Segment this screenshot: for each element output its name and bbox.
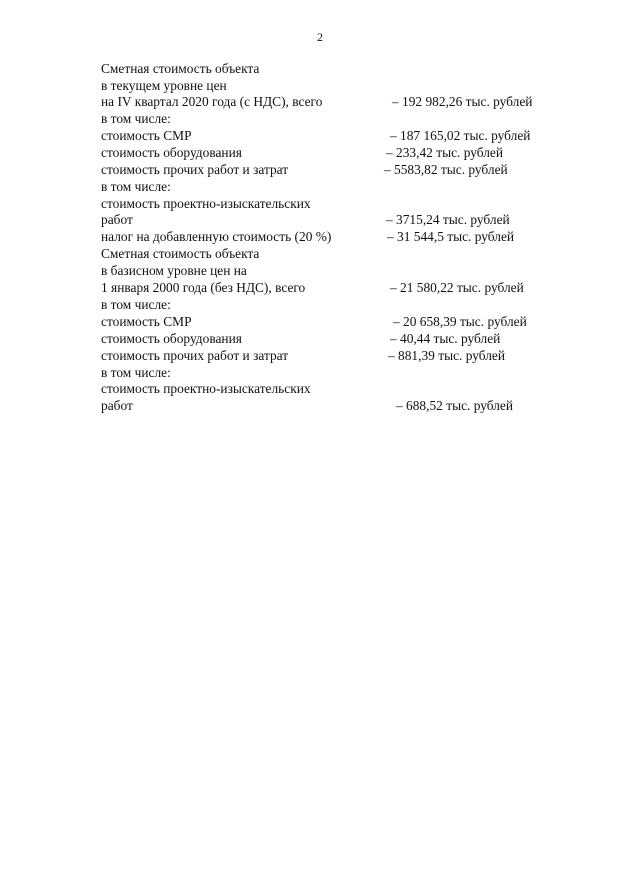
- line-label: стоимость проектно-изыскательских: [101, 196, 311, 211]
- cost-line: [101, 162, 508, 178]
- line-label: в базисном уровне цен на: [101, 263, 247, 278]
- line-label: Сметная стоимость объекта: [101, 61, 260, 76]
- text-line: [101, 365, 171, 381]
- line-label: работ: [101, 398, 133, 413]
- line-value: – 40,44 тыс. рублей: [390, 331, 501, 346]
- cost-line: [101, 280, 524, 296]
- cost-line: [101, 229, 515, 245]
- line-label: стоимость прочих работ и затрат: [101, 162, 289, 177]
- text-line: [101, 246, 259, 262]
- line-value: – 20 658,39 тыс. рублей: [393, 314, 527, 329]
- line-label: налог на добавленную стоимость (20 %): [101, 229, 332, 244]
- page-number: 2: [317, 30, 323, 44]
- line-value: – 688,52 тыс. рублей: [396, 398, 514, 413]
- line-value: – 5583,82 тыс. рублей: [384, 162, 508, 177]
- cost-line: [101, 212, 510, 228]
- line-value: – 3715,24 тыс. рублей: [386, 212, 510, 227]
- text-line: [101, 297, 171, 313]
- line-label: в том числе:: [101, 111, 171, 126]
- line-label: стоимость СМР: [101, 314, 192, 329]
- line-label: стоимость прочих работ и затрат: [101, 348, 289, 363]
- line-label: стоимость оборудования: [101, 331, 242, 346]
- cost-line: [101, 331, 501, 347]
- line-label: Сметная стоимость объекта: [101, 246, 260, 261]
- line-label: в текущем уровне цен: [101, 78, 227, 93]
- line-label: в том числе:: [101, 297, 171, 312]
- cost-line: [101, 128, 531, 144]
- text-line: [101, 179, 171, 195]
- text-line: [101, 196, 311, 212]
- text-line: [101, 381, 311, 397]
- line-label: в том числе:: [101, 179, 171, 194]
- text-line: [101, 111, 171, 127]
- line-label: стоимость СМР: [101, 128, 192, 143]
- line-label: стоимость оборудования: [101, 145, 242, 160]
- text-line: [101, 263, 247, 279]
- line-value: – 881,39 тыс. рублей: [388, 348, 506, 363]
- cost-line: [101, 94, 533, 110]
- line-value: – 21 580,22 тыс. рублей: [390, 280, 524, 295]
- line-label: в том числе:: [101, 365, 171, 380]
- line-label: 1 января 2000 года (без НДС), всего: [101, 280, 306, 295]
- cost-line: [101, 314, 527, 330]
- text-line: [101, 61, 259, 77]
- cost-line: [101, 348, 506, 364]
- line-value: – 187 165,02 тыс. рублей: [390, 128, 531, 143]
- line-value: – 31 544,5 тыс. рублей: [387, 229, 515, 244]
- line-label: стоимость проектно-изыскательских: [101, 381, 311, 396]
- line-label: на IV квартал 2020 года (с НДС), всего: [101, 94, 323, 109]
- line-label: работ: [101, 212, 133, 227]
- cost-line: [101, 145, 504, 161]
- line-value: – 192 982,26 тыс. рублей: [392, 94, 533, 109]
- line-value: – 233,42 тыс. рублей: [386, 145, 504, 160]
- text-line: [101, 78, 227, 94]
- cost-line: [101, 398, 514, 414]
